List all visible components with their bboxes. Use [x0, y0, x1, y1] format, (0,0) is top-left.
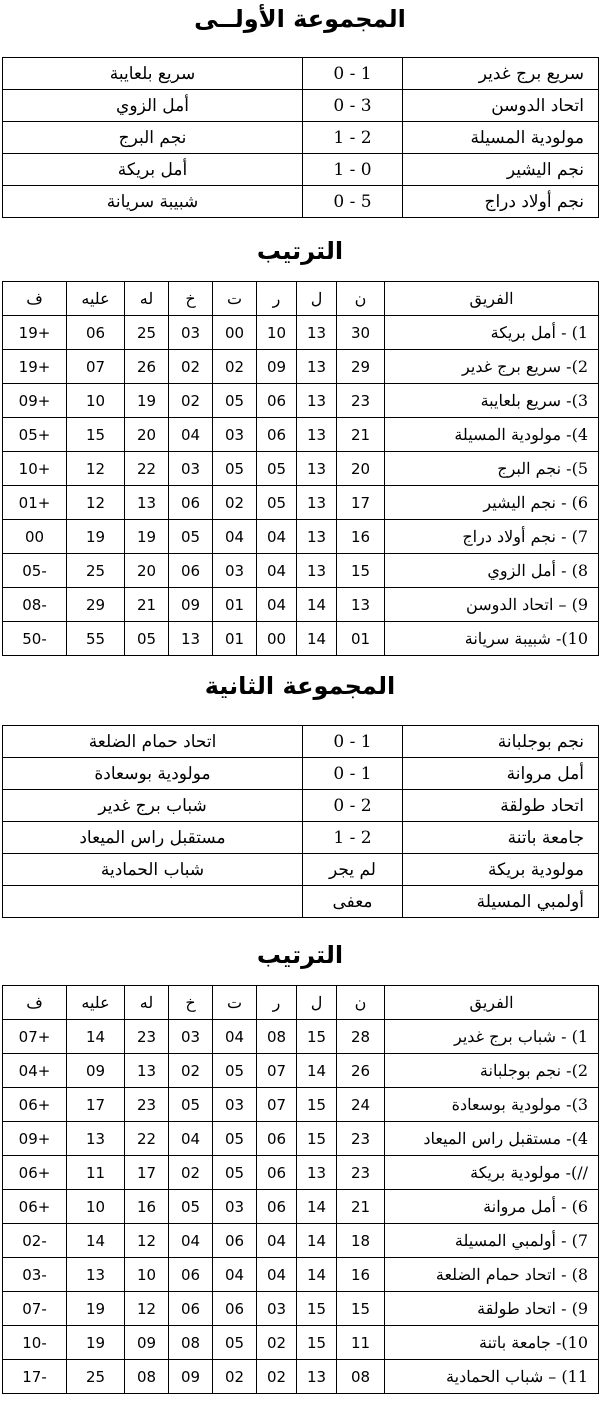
stat-cell: 28	[337, 1020, 385, 1054]
match-row	[3, 122, 599, 154]
stat-cell: +10	[3, 452, 67, 486]
stat-cell: 20	[125, 418, 169, 452]
home-team: اتحاد طولقة	[403, 790, 599, 822]
away-team: شباب الحمادية	[3, 854, 303, 886]
stat-cell: 06	[67, 316, 125, 350]
match-score: 1 - 0	[303, 726, 403, 758]
stat-cell: -17	[3, 1360, 67, 1394]
standings-row	[3, 350, 599, 384]
stat-cell: 08	[337, 1360, 385, 1394]
match-score: 1 - 0	[303, 58, 403, 90]
home-team: أولمبي المسيلة	[403, 886, 599, 918]
away-team: سريع بلعايبة	[3, 58, 303, 90]
home-team: أمل مروانة	[403, 758, 599, 790]
stat-cell: 14	[297, 622, 337, 656]
stat-cell: +07	[3, 1020, 67, 1054]
team-name: 4)- مستقبل راس الميعاد	[385, 1122, 599, 1156]
stat-cell: 13	[337, 588, 385, 622]
column-header: ن	[337, 282, 385, 316]
match-score: لم يجر	[303, 854, 403, 886]
standings-row	[3, 520, 599, 554]
stat-cell: 06	[169, 486, 213, 520]
stat-cell: 24	[337, 1088, 385, 1122]
stat-cell: +19	[3, 350, 67, 384]
stat-cell: 23	[337, 1156, 385, 1190]
match-score: 0 - 1	[303, 154, 403, 186]
stat-cell: 08	[169, 1326, 213, 1360]
stat-cell: +06	[3, 1088, 67, 1122]
stat-cell: +19	[3, 316, 67, 350]
stat-cell: 01	[337, 622, 385, 656]
stat-cell: 00	[3, 520, 67, 554]
group2-title: المجموعة الثانية	[204, 672, 396, 700]
stat-cell: 03	[169, 1020, 213, 1054]
match-score: 3 - 0	[303, 90, 403, 122]
stat-cell: 04	[213, 520, 257, 554]
stat-cell: 14	[297, 1054, 337, 1088]
stat-cell: 03	[257, 1292, 297, 1326]
stat-cell: +04	[3, 1054, 67, 1088]
stat-cell: 13	[297, 384, 337, 418]
stat-cell: -02	[3, 1224, 67, 1258]
stat-cell: 02	[169, 384, 213, 418]
stat-cell: 11	[337, 1326, 385, 1360]
standings-row	[3, 452, 599, 486]
stat-cell: 02	[213, 350, 257, 384]
stat-cell: 16	[125, 1190, 169, 1224]
away-team: شبيبة سريانة	[3, 186, 303, 218]
stat-cell: 10	[67, 1190, 125, 1224]
stat-cell: 04	[213, 1258, 257, 1292]
stat-cell: 13	[297, 1360, 337, 1394]
stat-cell: 10	[257, 316, 297, 350]
stat-cell: 14	[297, 1258, 337, 1292]
stat-cell: 04	[169, 418, 213, 452]
away-team: أمل الزوي	[3, 90, 303, 122]
stat-cell: -03	[3, 1258, 67, 1292]
stat-cell: +05	[3, 418, 67, 452]
stat-cell: 13	[297, 452, 337, 486]
stat-cell: 08	[125, 1360, 169, 1394]
home-team: نجم أولاد دراج	[403, 186, 599, 218]
match-row	[3, 758, 599, 790]
stat-cell: 04	[257, 554, 297, 588]
column-header: خ	[169, 282, 213, 316]
stat-cell: 00	[257, 622, 297, 656]
standings-row	[3, 1292, 599, 1326]
team-name: 1) - أمل بريكة	[385, 316, 599, 350]
group1-title: المجموعة الأولــى	[194, 5, 406, 33]
stat-cell: 05	[125, 622, 169, 656]
standings-row	[3, 588, 599, 622]
team-name: 3)- سريع بلعايبة	[385, 384, 599, 418]
standings-row	[3, 1054, 599, 1088]
match-row	[3, 886, 599, 918]
stat-cell: 05	[213, 1326, 257, 1360]
standings-row	[3, 384, 599, 418]
team-name: 8) - اتحاد حمام الضلعة	[385, 1258, 599, 1292]
team-name: 2)- سريع برج غدير	[385, 350, 599, 384]
stat-cell: 12	[67, 452, 125, 486]
stat-cell: 19	[125, 520, 169, 554]
stat-cell: 06	[257, 1190, 297, 1224]
stat-cell: 03	[169, 316, 213, 350]
stat-cell: 06	[257, 418, 297, 452]
stat-cell: 03	[213, 1088, 257, 1122]
stat-cell: 02	[257, 1326, 297, 1360]
stat-cell: 26	[337, 1054, 385, 1088]
stat-cell: 05	[213, 1122, 257, 1156]
stat-cell: 13	[297, 520, 337, 554]
stat-cell: 08	[257, 1020, 297, 1054]
match-row	[3, 726, 599, 758]
stat-cell: 25	[125, 316, 169, 350]
team-name: 9) – اتحاد الدوسن	[385, 588, 599, 622]
stat-cell: 05	[257, 452, 297, 486]
stat-cell: 06	[213, 1224, 257, 1258]
stat-cell: 02	[213, 486, 257, 520]
stat-cell: +09	[3, 384, 67, 418]
stat-cell: 02	[169, 1156, 213, 1190]
match-row	[3, 154, 599, 186]
home-team: مولودية المسيلة	[403, 122, 599, 154]
home-team: مولودية بريكة	[403, 854, 599, 886]
standings-row	[3, 1326, 599, 1360]
stat-cell: 04	[213, 1020, 257, 1054]
match-row	[3, 90, 599, 122]
away-team: أمل بريكة	[3, 154, 303, 186]
column-header: ف	[3, 986, 67, 1020]
standings-row	[3, 622, 599, 656]
stat-cell: 05	[169, 1088, 213, 1122]
stat-cell: 30	[337, 316, 385, 350]
team-name: 7) - نجم أولاد دراج	[385, 520, 599, 554]
away-team	[3, 886, 303, 918]
team-name: //)- مولودية بريكة	[385, 1156, 599, 1190]
stat-cell: 13	[297, 486, 337, 520]
stat-cell: 05	[213, 452, 257, 486]
stat-cell: -07	[3, 1292, 67, 1326]
stat-cell: 04	[169, 1122, 213, 1156]
stat-cell: 06	[213, 1292, 257, 1326]
stat-cell: 22	[125, 1122, 169, 1156]
match-score: 5 - 0	[303, 186, 403, 218]
team-name: 2)- نجم بوجلبانة	[385, 1054, 599, 1088]
stat-cell: 21	[337, 418, 385, 452]
stat-cell: 13	[169, 622, 213, 656]
column-header: ت	[213, 282, 257, 316]
home-team: نجم اليشير	[403, 154, 599, 186]
match-score: 1 - 0	[303, 758, 403, 790]
stat-cell: 17	[337, 486, 385, 520]
stat-cell: -05	[3, 554, 67, 588]
team-name: 1) - شباب برج غدير	[385, 1020, 599, 1054]
stat-cell: 05	[213, 384, 257, 418]
stat-cell: 13	[125, 486, 169, 520]
stat-cell: 10	[125, 1258, 169, 1292]
column-header: ل	[297, 282, 337, 316]
team-name: 3)- مولودية بوسعادة	[385, 1088, 599, 1122]
home-team: سريع برج غدير	[403, 58, 599, 90]
column-header: الفريق	[385, 986, 599, 1020]
stat-cell: 06	[169, 1292, 213, 1326]
match-row	[3, 186, 599, 218]
stat-cell: 14	[297, 588, 337, 622]
stat-cell: 09	[67, 1054, 125, 1088]
team-name: 8) - أمل الزوي	[385, 554, 599, 588]
stat-cell: 07	[257, 1088, 297, 1122]
match-score: 2 - 1	[303, 822, 403, 854]
stat-cell: 18	[337, 1224, 385, 1258]
stat-cell: 17	[67, 1088, 125, 1122]
away-team: نجم البرج	[3, 122, 303, 154]
stat-cell: 05	[169, 1190, 213, 1224]
stat-cell: 13	[297, 418, 337, 452]
stat-cell: 15	[297, 1088, 337, 1122]
stat-cell: 15	[337, 1292, 385, 1326]
stat-cell: 13	[297, 554, 337, 588]
stat-cell: 09	[125, 1326, 169, 1360]
match-row	[3, 58, 599, 90]
stat-cell: 02	[213, 1360, 257, 1394]
stat-cell: 12	[67, 486, 125, 520]
match-row	[3, 854, 599, 886]
away-team: شباب برج غدير	[3, 790, 303, 822]
stat-cell: 14	[67, 1224, 125, 1258]
match-row	[3, 822, 599, 854]
stat-cell: 15	[297, 1326, 337, 1360]
stat-cell: 02	[257, 1360, 297, 1394]
standings-row	[3, 418, 599, 452]
stat-cell: 00	[213, 316, 257, 350]
column-header: ر	[257, 986, 297, 1020]
column-header: عليه	[67, 986, 125, 1020]
stat-cell: +06	[3, 1190, 67, 1224]
standings-row	[3, 316, 599, 350]
stat-cell: 16	[337, 520, 385, 554]
stat-cell: 13	[125, 1054, 169, 1088]
stat-cell: -08	[3, 588, 67, 622]
stat-cell: 02	[169, 1054, 213, 1088]
stat-cell: 05	[213, 1156, 257, 1190]
column-header: ر	[257, 282, 297, 316]
stat-cell: 13	[67, 1122, 125, 1156]
column-header: له	[125, 986, 169, 1020]
stat-cell: +01	[3, 486, 67, 520]
stat-cell: 05	[169, 520, 213, 554]
stat-cell: 13	[297, 350, 337, 384]
stat-cell: 25	[67, 1360, 125, 1394]
group2-standings-title: الترتيب	[256, 941, 344, 969]
standings-row	[3, 1360, 599, 1394]
home-team: نجم بوجلبانة	[403, 726, 599, 758]
stat-cell: 21	[337, 1190, 385, 1224]
standings-row	[3, 486, 599, 520]
away-team: مستقبل راس الميعاد	[3, 822, 303, 854]
column-header: ف	[3, 282, 67, 316]
stat-cell: 03	[213, 554, 257, 588]
stat-cell: 06	[257, 1122, 297, 1156]
column-header: الفريق	[385, 282, 599, 316]
stat-cell: 21	[125, 588, 169, 622]
stat-cell: 04	[169, 1224, 213, 1258]
group2-results-table	[2, 725, 599, 918]
stat-cell: +06	[3, 1156, 67, 1190]
stat-cell: 20	[125, 554, 169, 588]
team-name: 7) - أولمبي المسيلة	[385, 1224, 599, 1258]
group2-standings-table	[2, 985, 599, 1394]
stat-cell: 10	[67, 384, 125, 418]
team-name: 9) - اتحاد طولقة	[385, 1292, 599, 1326]
group1-standings-table	[2, 281, 599, 656]
stat-cell: 07	[257, 1054, 297, 1088]
team-name: 5)- نجم البرج	[385, 452, 599, 486]
stat-cell: 23	[125, 1088, 169, 1122]
column-header: ل	[297, 986, 337, 1020]
stat-cell: 20	[337, 452, 385, 486]
stat-cell: 04	[257, 1258, 297, 1292]
team-name: 6) - أمل مروانة	[385, 1190, 599, 1224]
away-team: اتحاد حمام الضلعة	[3, 726, 303, 758]
stat-cell: 11	[67, 1156, 125, 1190]
stat-cell: 04	[257, 588, 297, 622]
home-team: اتحاد الدوسن	[403, 90, 599, 122]
stat-cell: 06	[169, 1258, 213, 1292]
stat-cell: 23	[337, 1122, 385, 1156]
column-header: عليه	[67, 282, 125, 316]
stat-cell: 16	[337, 1258, 385, 1292]
stat-cell: 15	[67, 418, 125, 452]
stat-cell: 04	[257, 520, 297, 554]
stat-cell: 17	[125, 1156, 169, 1190]
match-score: 2 - 0	[303, 790, 403, 822]
stat-cell: 22	[125, 452, 169, 486]
stat-cell: 05	[213, 1054, 257, 1088]
stat-cell: 15	[337, 554, 385, 588]
stat-cell: 01	[213, 588, 257, 622]
stat-cell: 14	[297, 1224, 337, 1258]
stat-cell: 01	[213, 622, 257, 656]
stat-cell: -10	[3, 1326, 67, 1360]
match-score: 2 - 1	[303, 122, 403, 154]
group1-standings-title: الترتيب	[256, 237, 344, 265]
stat-cell: 13	[297, 1156, 337, 1190]
standings-row	[3, 1088, 599, 1122]
stat-cell: 15	[297, 1122, 337, 1156]
stat-cell: 14	[297, 1190, 337, 1224]
column-header: ن	[337, 986, 385, 1020]
stat-cell: 29	[337, 350, 385, 384]
standings-row	[3, 1156, 599, 1190]
stat-cell: 23	[125, 1020, 169, 1054]
team-name: 4)- مولودية المسيلة	[385, 418, 599, 452]
group1-results-table	[2, 57, 599, 218]
team-name: 10)- جامعة باتنة	[385, 1326, 599, 1360]
stat-cell: 06	[257, 1156, 297, 1190]
team-name: 11) – شباب الحمادية	[385, 1360, 599, 1394]
stat-cell: 09	[169, 1360, 213, 1394]
stat-cell: 23	[337, 384, 385, 418]
stat-cell: -50	[3, 622, 67, 656]
stat-cell: 03	[213, 418, 257, 452]
stat-cell: 13	[67, 1258, 125, 1292]
stat-cell: 19	[125, 384, 169, 418]
stat-cell: 09	[169, 588, 213, 622]
column-header: ت	[213, 986, 257, 1020]
match-score: معفى	[303, 886, 403, 918]
column-header: له	[125, 282, 169, 316]
stat-cell: 06	[169, 554, 213, 588]
team-name: 10)- شبيبة سريانة	[385, 622, 599, 656]
stat-cell: 12	[125, 1292, 169, 1326]
standings-row	[3, 1224, 599, 1258]
match-row	[3, 790, 599, 822]
away-team: مولودية بوسعادة	[3, 758, 303, 790]
stat-cell: 13	[297, 316, 337, 350]
stat-cell: 09	[257, 350, 297, 384]
stat-cell: 19	[67, 1292, 125, 1326]
standings-row	[3, 1020, 599, 1054]
stat-cell: 19	[67, 1326, 125, 1360]
stat-cell: 04	[257, 1224, 297, 1258]
stat-cell: 26	[125, 350, 169, 384]
standings-row	[3, 1258, 599, 1292]
standings-row	[3, 1122, 599, 1156]
stat-cell: 14	[67, 1020, 125, 1054]
stat-cell: 15	[297, 1020, 337, 1054]
standings-row	[3, 554, 599, 588]
stat-cell: 07	[67, 350, 125, 384]
stat-cell: 05	[257, 486, 297, 520]
stat-cell: 03	[169, 452, 213, 486]
stat-cell: +09	[3, 1122, 67, 1156]
stat-cell: 29	[67, 588, 125, 622]
stat-cell: 12	[125, 1224, 169, 1258]
stat-cell: 55	[67, 622, 125, 656]
stat-cell: 25	[67, 554, 125, 588]
stat-cell: 03	[213, 1190, 257, 1224]
standings-row	[3, 1190, 599, 1224]
team-name: 6) - نجم اليشير	[385, 486, 599, 520]
column-header: خ	[169, 986, 213, 1020]
stat-cell: 19	[67, 520, 125, 554]
stat-cell: 06	[257, 384, 297, 418]
stat-cell: 02	[169, 350, 213, 384]
stat-cell: 15	[297, 1292, 337, 1326]
home-team: جامعة باتنة	[403, 822, 599, 854]
